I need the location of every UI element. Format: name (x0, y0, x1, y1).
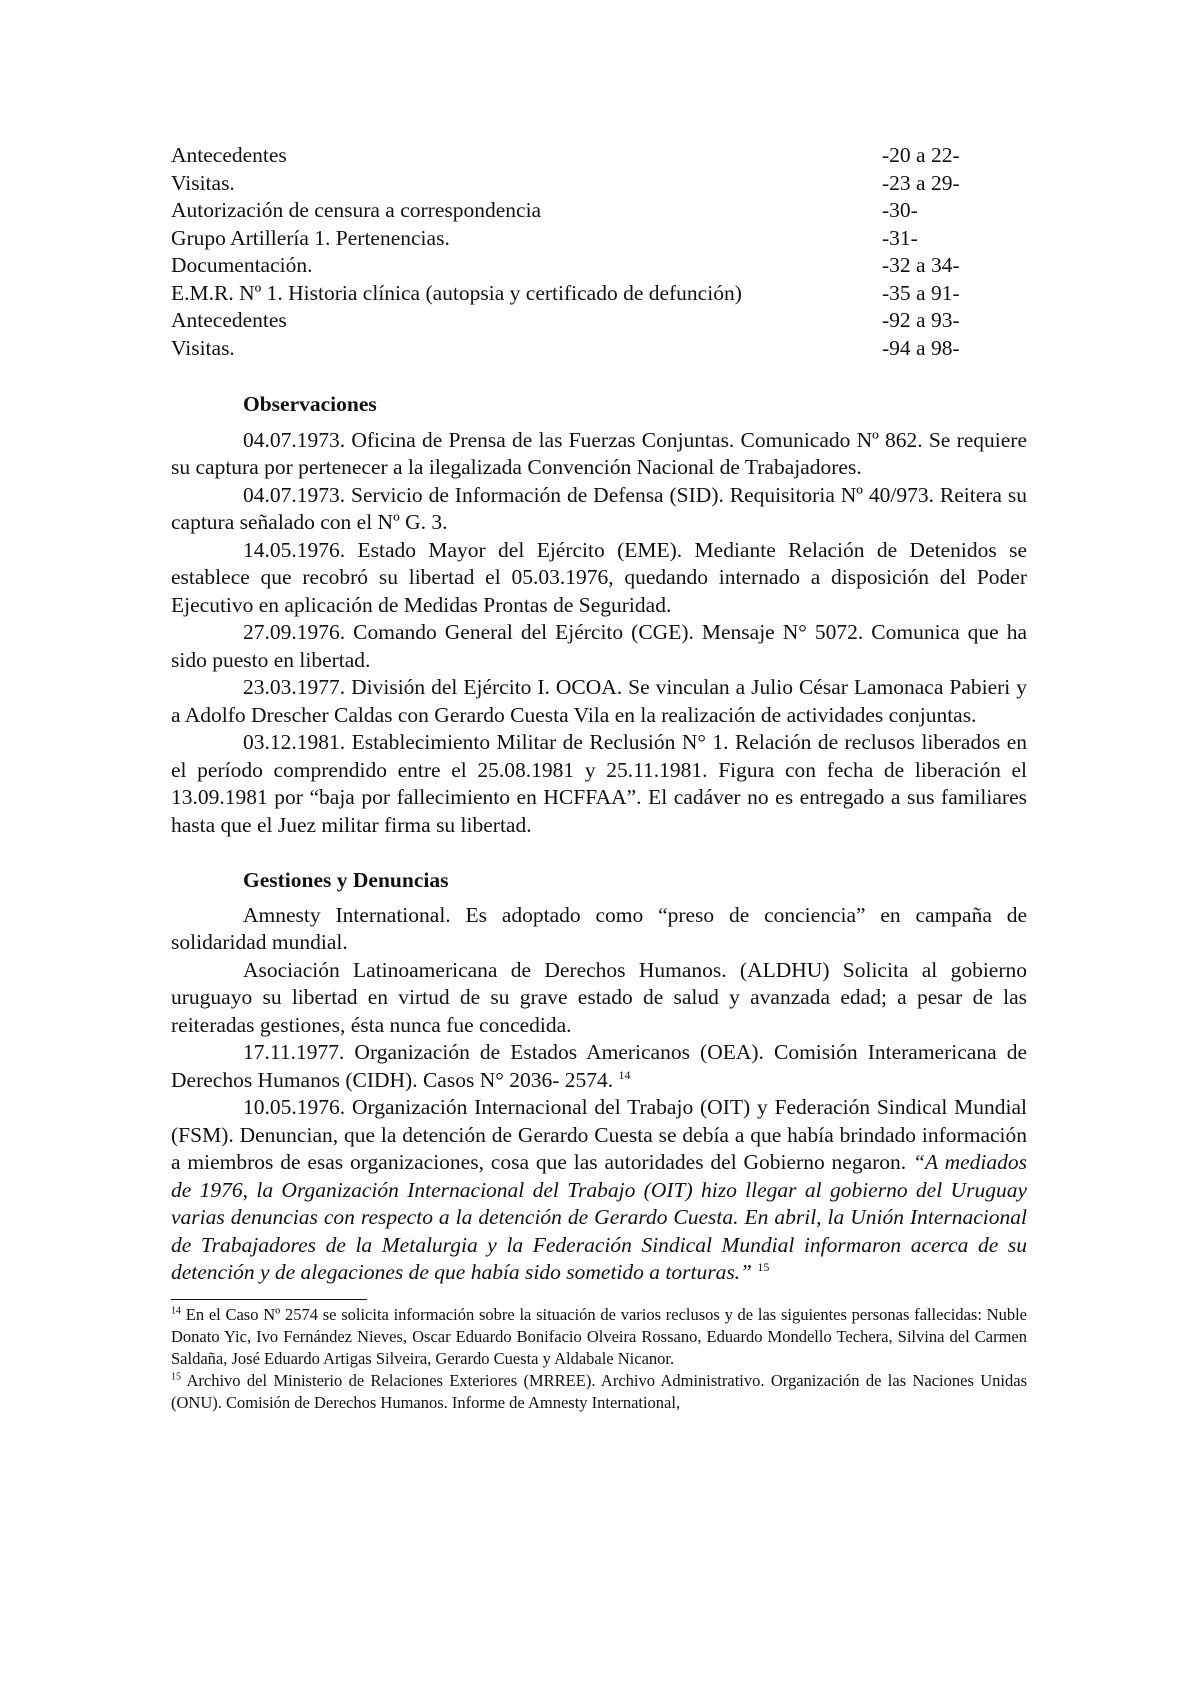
index-pages: -32 a 34- (882, 253, 960, 277)
footnote-text: En el Caso Nº 2574 se solicita información sobre la situación de varios reclusos y de las siguientes personas fallecidas: Nuble Donato Yic, Ivo Fernández Nieves, Oscar Eduardo Bonifacio Olveira Rossano, Eduardo Mondello Techera, Silvina del Carmen Saldaña, José Eduardo Artigas Silveira, Gerardo Cuesta y Aldabale Nicanor. (171, 1304, 1027, 1368)
index-label: Visitas. (171, 335, 235, 360)
page-content (171, 142, 1027, 1414)
footnote-ref: 14 (618, 1067, 631, 1082)
footnote-ref: 15 (757, 1259, 770, 1274)
footnote-number: 15 (171, 1371, 181, 1382)
index-row (171, 335, 1027, 363)
gestion-paragraph (171, 1039, 1027, 1094)
gestion-paragraph: Asociación Latinoamericana de Derechos Humanos. (ALDHU) Solicita al gobierno uruguayo su libertad en virtud de su grave estado de salud y avanzada edad; a pesar de las reiteradas gestiones, ésta nunca fue concedida. (171, 957, 1027, 1037)
observation-paragraph: 04.07.1973. Oficina de Prensa de las Fuerzas Conjuntas. Comunicado Nº 862. Se requiere su captura por pertenecer a la ilegalizada Convención Nacional de Trabajadores. (171, 427, 1027, 479)
gestion-text: 17.11.1977. Organización de Estados Americanos (OEA). Comisión Interamericana de Derechos Humanos (CIDH). Casos N° 2036- 2574. (171, 1040, 1027, 1092)
index-row (171, 225, 1027, 253)
footnote-text: Archivo del Ministerio de Relaciones Exteriores (MRREE). Archivo Administrativo. Organización de las Naciones Unidas (ONU). Comisión de Derechos Humanos. Informe de Amnesty International, (171, 1370, 1028, 1412)
document-index (171, 142, 1027, 362)
quoted-text: “A mediados de 1976, la Organización Internacional del Trabajo (OIT) hizo llegar al gobierno del Uruguay varias denuncias con respecto a la detención de Gerardo Cuesta. En abril, la Unión Internacional de Trabajadores de la Metalurgia y la Federación Sindical Mundial informaron acerca de su detención y de alegaciones de que había sido sometido a torturas.” (171, 1150, 1028, 1284)
index-label: Autorización de censura a correspondencia (171, 198, 542, 222)
index-pages: -23 a 29- (882, 170, 960, 195)
gestiones-heading: Gestiones y Denuncias (243, 868, 449, 892)
footnote-number: 14 (171, 1305, 181, 1316)
index-label: Antecedentes (171, 308, 287, 332)
index-label: Visitas. (171, 170, 235, 195)
observation-paragraph: 03.12.1981. Establecimiento Militar de Reclusión N° 1. Relación de reclusos liberados en el período comprendido entre el 25.08.1981 y 25.11.1981. Figura con fecha de liberación el 13.09.1981 por “baja por fallecimiento en HCFFAA”. El cadáver no es entregado a sus familiares hasta que el Juez militar firma su libertad. (171, 730, 1027, 837)
gestion-text: 10.05.1976. Organización Internacional del Trabajo (OIT) y Federación Sindical Mundial (FSM). Denuncian, que la detención de Gerardo Cuesta se debía a que había brindado información a miembros de esas organizaciones, cosa que las autoridades del Gobierno negaron. (171, 1095, 1027, 1174)
observation-paragraph: 14.05.1976. Estado Mayor del Ejército (EME). Mediante Relación de Detenidos se establece que recobró su libertad el 05.03.1976, quedando internado a disposición del Poder Ejecutivo en aplicación de Medidas Prontas de Seguridad. (171, 537, 1027, 617)
index-pages: -92 a 93- (882, 308, 960, 332)
gestion-paragraph: Amnesty International. Es adoptado como “preso de conciencia” en campaña de solidaridad mundial. (171, 902, 1027, 954)
footnote-separator (171, 1299, 367, 1300)
index-row (171, 170, 1027, 198)
index-row (171, 252, 1027, 280)
index-row (171, 307, 1027, 335)
index-pages: -20 a 22- (882, 143, 960, 167)
footnote (171, 1370, 1027, 1414)
index-pages: -31- (882, 225, 918, 250)
observation-paragraph: 23.03.1977. División del Ejército I. OCOA. Se vinculan a Julio César Lamonaca Pabieri y a Adolfo Drescher Caldas con Gerardo Cuesta Vila en la realización de actividades conjuntas. (171, 675, 1027, 727)
index-row (171, 280, 1027, 308)
gestiones-section (171, 902, 1027, 1287)
index-label: E.M.R. Nº 1. Historia clínica (autopsia y certificado de defunción) (171, 280, 742, 305)
observation-paragraph: 27.09.1976. Comando General del Ejército (CGE). Mensaje N° 5072. Comunica que ha sido puesto en libertad. (171, 620, 1027, 672)
index-label: Grupo Artillería 1. Pertenencias. (171, 225, 450, 250)
observaciones-section (171, 427, 1027, 840)
index-pages: -30- (882, 198, 918, 222)
observation-paragraph: 04.07.1973. Servicio de Información de Defensa (SID). Requisitoria Nº 40/973. Reitera su captura señalado con el Nº G. 3. (171, 482, 1027, 534)
index-pages: -35 a 91- (882, 280, 960, 305)
index-row (171, 142, 1027, 170)
observaciones-heading: Observaciones (243, 392, 377, 416)
index-row (171, 197, 1027, 225)
index-label: Antecedentes (171, 143, 287, 167)
gestion-paragraph (171, 1094, 1027, 1287)
footnotes (171, 1304, 1027, 1414)
index-pages: -94 a 98- (882, 335, 960, 360)
index-label: Documentación. (171, 253, 313, 277)
footnote (171, 1304, 1027, 1370)
